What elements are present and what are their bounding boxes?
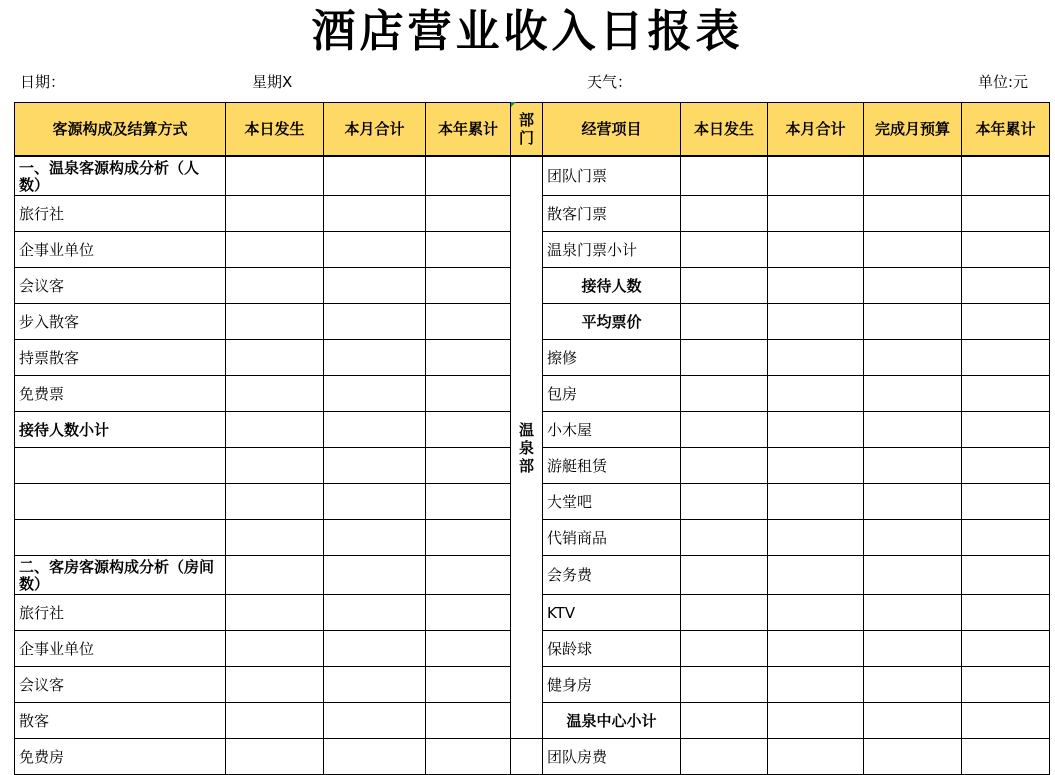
item-value-cell[interactable]	[864, 376, 962, 412]
left-label-cell[interactable]: 步入散客	[15, 304, 226, 340]
item-value-cell[interactable]	[768, 667, 864, 703]
item-value-cell[interactable]	[768, 520, 864, 556]
item-value-cell[interactable]	[962, 448, 1050, 484]
left-value-cell[interactable]	[324, 520, 426, 556]
item-label-cell[interactable]: 代销商品	[543, 520, 681, 556]
left-value-cell[interactable]	[324, 376, 426, 412]
left-value-cell[interactable]	[226, 304, 324, 340]
item-value-cell[interactable]	[768, 340, 864, 376]
item-label-cell[interactable]: 游艇租赁	[543, 448, 681, 484]
header-today: 本日发生	[226, 103, 324, 157]
header-source: 客源构成及结算方式	[15, 103, 226, 157]
header-row	[15, 103, 1050, 157]
header-month-budget: 完成月预算	[864, 103, 962, 157]
header-today2: 本日发生	[681, 103, 768, 157]
left-value-cell[interactable]	[324, 156, 426, 196]
left-value-cell[interactable]	[426, 340, 511, 376]
item-value-cell[interactable]	[864, 196, 962, 232]
left-label-cell[interactable]: 旅行社	[15, 196, 226, 232]
item-value-cell[interactable]	[864, 520, 962, 556]
item-label-cell[interactable]: 温泉中心小计	[543, 703, 681, 739]
item-label-cell[interactable]: 健身房	[543, 667, 681, 703]
left-value-cell[interactable]	[426, 739, 511, 775]
item-value-cell[interactable]	[864, 667, 962, 703]
left-label-cell[interactable]: 散客	[15, 703, 226, 739]
item-label-cell[interactable]: 团队房费	[543, 739, 681, 775]
item-value-cell[interactable]	[768, 448, 864, 484]
item-label-cell[interactable]: 温泉门票小计	[543, 232, 681, 268]
item-label-cell[interactable]: KTV	[543, 595, 681, 631]
left-label-cell[interactable]: 接待人数小计	[15, 412, 226, 448]
item-value-cell[interactable]	[962, 340, 1050, 376]
left-value-cell[interactable]	[226, 156, 324, 196]
item-value-cell[interactable]	[864, 484, 962, 520]
item-value-cell[interactable]	[768, 156, 864, 196]
left-label-cell[interactable]: 旅行社	[15, 595, 226, 631]
item-value-cell[interactable]	[864, 556, 962, 595]
header-dept-text: 部门	[518, 111, 534, 147]
left-value-cell[interactable]	[426, 196, 511, 232]
left-value-cell[interactable]	[226, 376, 324, 412]
item-value-cell[interactable]	[681, 667, 768, 703]
item-value-cell[interactable]	[681, 196, 768, 232]
left-value-cell[interactable]	[226, 520, 324, 556]
item-value-cell[interactable]	[768, 556, 864, 595]
left-value-cell[interactable]	[426, 232, 511, 268]
header-year-total2: 本年累计	[962, 103, 1050, 157]
item-value-cell[interactable]	[962, 556, 1050, 595]
header-month-total2: 本月合计	[768, 103, 864, 157]
left-value-cell[interactable]	[426, 631, 511, 667]
item-label-cell[interactable]: 会务费	[543, 556, 681, 595]
dept-cell[interactable]	[511, 156, 543, 739]
left-value-cell[interactable]	[226, 595, 324, 631]
left-value-cell[interactable]	[226, 412, 324, 448]
left-value-cell[interactable]	[426, 156, 511, 196]
table-row	[15, 739, 1050, 775]
item-value-cell[interactable]	[768, 196, 864, 232]
header-year-total: 本年累计	[426, 103, 511, 157]
left-value-cell[interactable]	[324, 196, 426, 232]
left-label-cell[interactable]: 免费票	[15, 376, 226, 412]
item-value-cell[interactable]	[864, 340, 962, 376]
item-value-cell[interactable]	[681, 340, 768, 376]
item-value-cell[interactable]	[962, 232, 1050, 268]
item-value-cell[interactable]	[681, 739, 768, 775]
left-value-cell[interactable]	[324, 631, 426, 667]
item-value-cell[interactable]	[681, 156, 768, 196]
item-value-cell[interactable]	[962, 667, 1050, 703]
item-value-cell[interactable]	[962, 268, 1050, 304]
left-value-cell[interactable]	[426, 376, 511, 412]
left-value-cell[interactable]	[226, 739, 324, 775]
item-value-cell[interactable]	[864, 304, 962, 340]
left-value-cell[interactable]	[226, 340, 324, 376]
left-label-cell[interactable]: 一、温泉客源构成分析（人数）	[15, 156, 226, 196]
revenue-table	[14, 102, 1050, 775]
left-value-cell[interactable]	[426, 412, 511, 448]
left-label-cell[interactable]: 持票散客	[15, 340, 226, 376]
header-month-total: 本月合计	[324, 103, 426, 157]
left-value-cell[interactable]	[426, 484, 511, 520]
item-label-cell[interactable]: 平均票价	[543, 304, 681, 340]
left-value-cell[interactable]	[426, 268, 511, 304]
table-row	[15, 156, 1050, 196]
item-value-cell[interactable]	[768, 739, 864, 775]
item-value-cell[interactable]	[962, 631, 1050, 667]
item-label-cell[interactable]: 包房	[543, 376, 681, 412]
item-value-cell[interactable]	[681, 520, 768, 556]
item-value-cell[interactable]	[864, 156, 962, 196]
item-value-cell[interactable]	[962, 156, 1050, 196]
left-value-cell[interactable]	[226, 631, 324, 667]
item-value-cell[interactable]	[681, 304, 768, 340]
item-value-cell[interactable]	[864, 739, 962, 775]
item-value-cell[interactable]	[768, 268, 864, 304]
left-value-cell[interactable]	[426, 556, 511, 595]
dept-name: 温泉部	[518, 420, 534, 475]
left-value-cell[interactable]	[226, 268, 324, 304]
left-value-cell[interactable]	[324, 412, 426, 448]
item-value-cell[interactable]	[681, 595, 768, 631]
left-label-cell[interactable]: 企事业单位	[15, 631, 226, 667]
header-dept	[511, 103, 543, 157]
left-value-cell[interactable]	[426, 304, 511, 340]
item-value-cell[interactable]	[864, 703, 962, 739]
left-value-cell[interactable]	[324, 703, 426, 739]
item-value-cell[interactable]	[681, 703, 768, 739]
item-value-cell[interactable]	[681, 484, 768, 520]
item-label-cell[interactable]: 保龄球	[543, 631, 681, 667]
left-value-cell[interactable]	[226, 232, 324, 268]
item-value-cell[interactable]	[681, 412, 768, 448]
left-value-cell[interactable]	[324, 448, 426, 484]
left-value-cell[interactable]	[426, 667, 511, 703]
report-title: 酒店营业收入日报表	[311, 6, 744, 57]
item-value-cell[interactable]	[962, 595, 1050, 631]
header-item: 经营项目	[543, 103, 681, 157]
left-value-cell[interactable]	[324, 232, 426, 268]
left-value-cell[interactable]	[324, 268, 426, 304]
item-value-cell[interactable]	[962, 412, 1050, 448]
item-value-cell[interactable]	[962, 304, 1050, 340]
item-value-cell[interactable]	[768, 376, 864, 412]
item-value-cell[interactable]	[962, 520, 1050, 556]
item-value-cell[interactable]	[962, 376, 1050, 412]
left-value-cell[interactable]	[426, 703, 511, 739]
item-label-cell[interactable]: 擦修	[543, 340, 681, 376]
item-value-cell[interactable]	[768, 703, 864, 739]
left-label-cell[interactable]	[15, 484, 226, 520]
item-value-cell[interactable]	[962, 739, 1050, 775]
item-value-cell[interactable]	[768, 304, 864, 340]
item-value-cell[interactable]	[681, 268, 768, 304]
item-value-cell[interactable]	[681, 556, 768, 595]
dept-cell[interactable]	[511, 739, 543, 775]
item-value-cell[interactable]	[962, 703, 1050, 739]
left-value-cell[interactable]	[226, 556, 324, 595]
left-label-cell[interactable]: 二、客房客源构成分析（房间数）	[15, 556, 226, 595]
left-value-cell[interactable]	[226, 667, 324, 703]
left-label-cell[interactable]: 免费房	[15, 739, 226, 775]
weather-label: 天气：	[587, 73, 633, 91]
left-label-cell[interactable]: 会议客	[15, 667, 226, 703]
item-value-cell[interactable]	[768, 412, 864, 448]
left-value-cell[interactable]	[226, 484, 324, 520]
left-label-cell[interactable]	[15, 520, 226, 556]
left-value-cell[interactable]	[324, 595, 426, 631]
unit-label: 单位:元	[978, 73, 1029, 91]
item-label-cell[interactable]: 大堂吧	[543, 484, 681, 520]
item-value-cell[interactable]	[864, 448, 962, 484]
left-value-cell[interactable]	[324, 667, 426, 703]
left-value-cell[interactable]	[226, 448, 324, 484]
cell-comment-marker	[511, 102, 516, 107]
left-value-cell[interactable]	[324, 304, 426, 340]
left-value-cell[interactable]	[226, 196, 324, 232]
item-value-cell[interactable]	[864, 232, 962, 268]
item-value-cell[interactable]	[768, 232, 864, 268]
item-label-cell[interactable]: 接待人数	[543, 268, 681, 304]
item-value-cell[interactable]	[681, 376, 768, 412]
item-value-cell[interactable]	[768, 484, 864, 520]
left-value-cell[interactable]	[226, 703, 324, 739]
left-label-cell[interactable]: 企事业单位	[15, 232, 226, 268]
item-value-cell[interactable]	[681, 448, 768, 484]
left-value-cell[interactable]	[426, 448, 511, 484]
left-value-cell[interactable]	[426, 520, 511, 556]
left-value-cell[interactable]	[324, 556, 426, 595]
item-label-cell[interactable]: 小木屋	[543, 412, 681, 448]
left-value-cell[interactable]	[324, 484, 426, 520]
item-value-cell[interactable]	[962, 196, 1050, 232]
date-label: 日期：	[20, 73, 66, 91]
item-label-cell[interactable]: 散客门票	[543, 196, 681, 232]
left-label-cell[interactable]	[15, 448, 226, 484]
item-value-cell[interactable]	[768, 631, 864, 667]
item-value-cell[interactable]	[962, 484, 1050, 520]
weekday-label: 星期X	[252, 73, 293, 91]
item-value-cell[interactable]	[681, 631, 768, 667]
left-label-cell[interactable]: 会议客	[15, 268, 226, 304]
left-value-cell[interactable]	[426, 595, 511, 631]
item-value-cell[interactable]	[681, 232, 768, 268]
item-value-cell[interactable]	[768, 595, 864, 631]
left-value-cell[interactable]	[324, 340, 426, 376]
item-value-cell[interactable]	[864, 268, 962, 304]
item-value-cell[interactable]	[864, 412, 962, 448]
left-value-cell[interactable]	[324, 739, 426, 775]
item-value-cell[interactable]	[864, 631, 962, 667]
item-value-cell[interactable]	[864, 595, 962, 631]
item-label-cell[interactable]: 团队门票	[543, 156, 681, 196]
